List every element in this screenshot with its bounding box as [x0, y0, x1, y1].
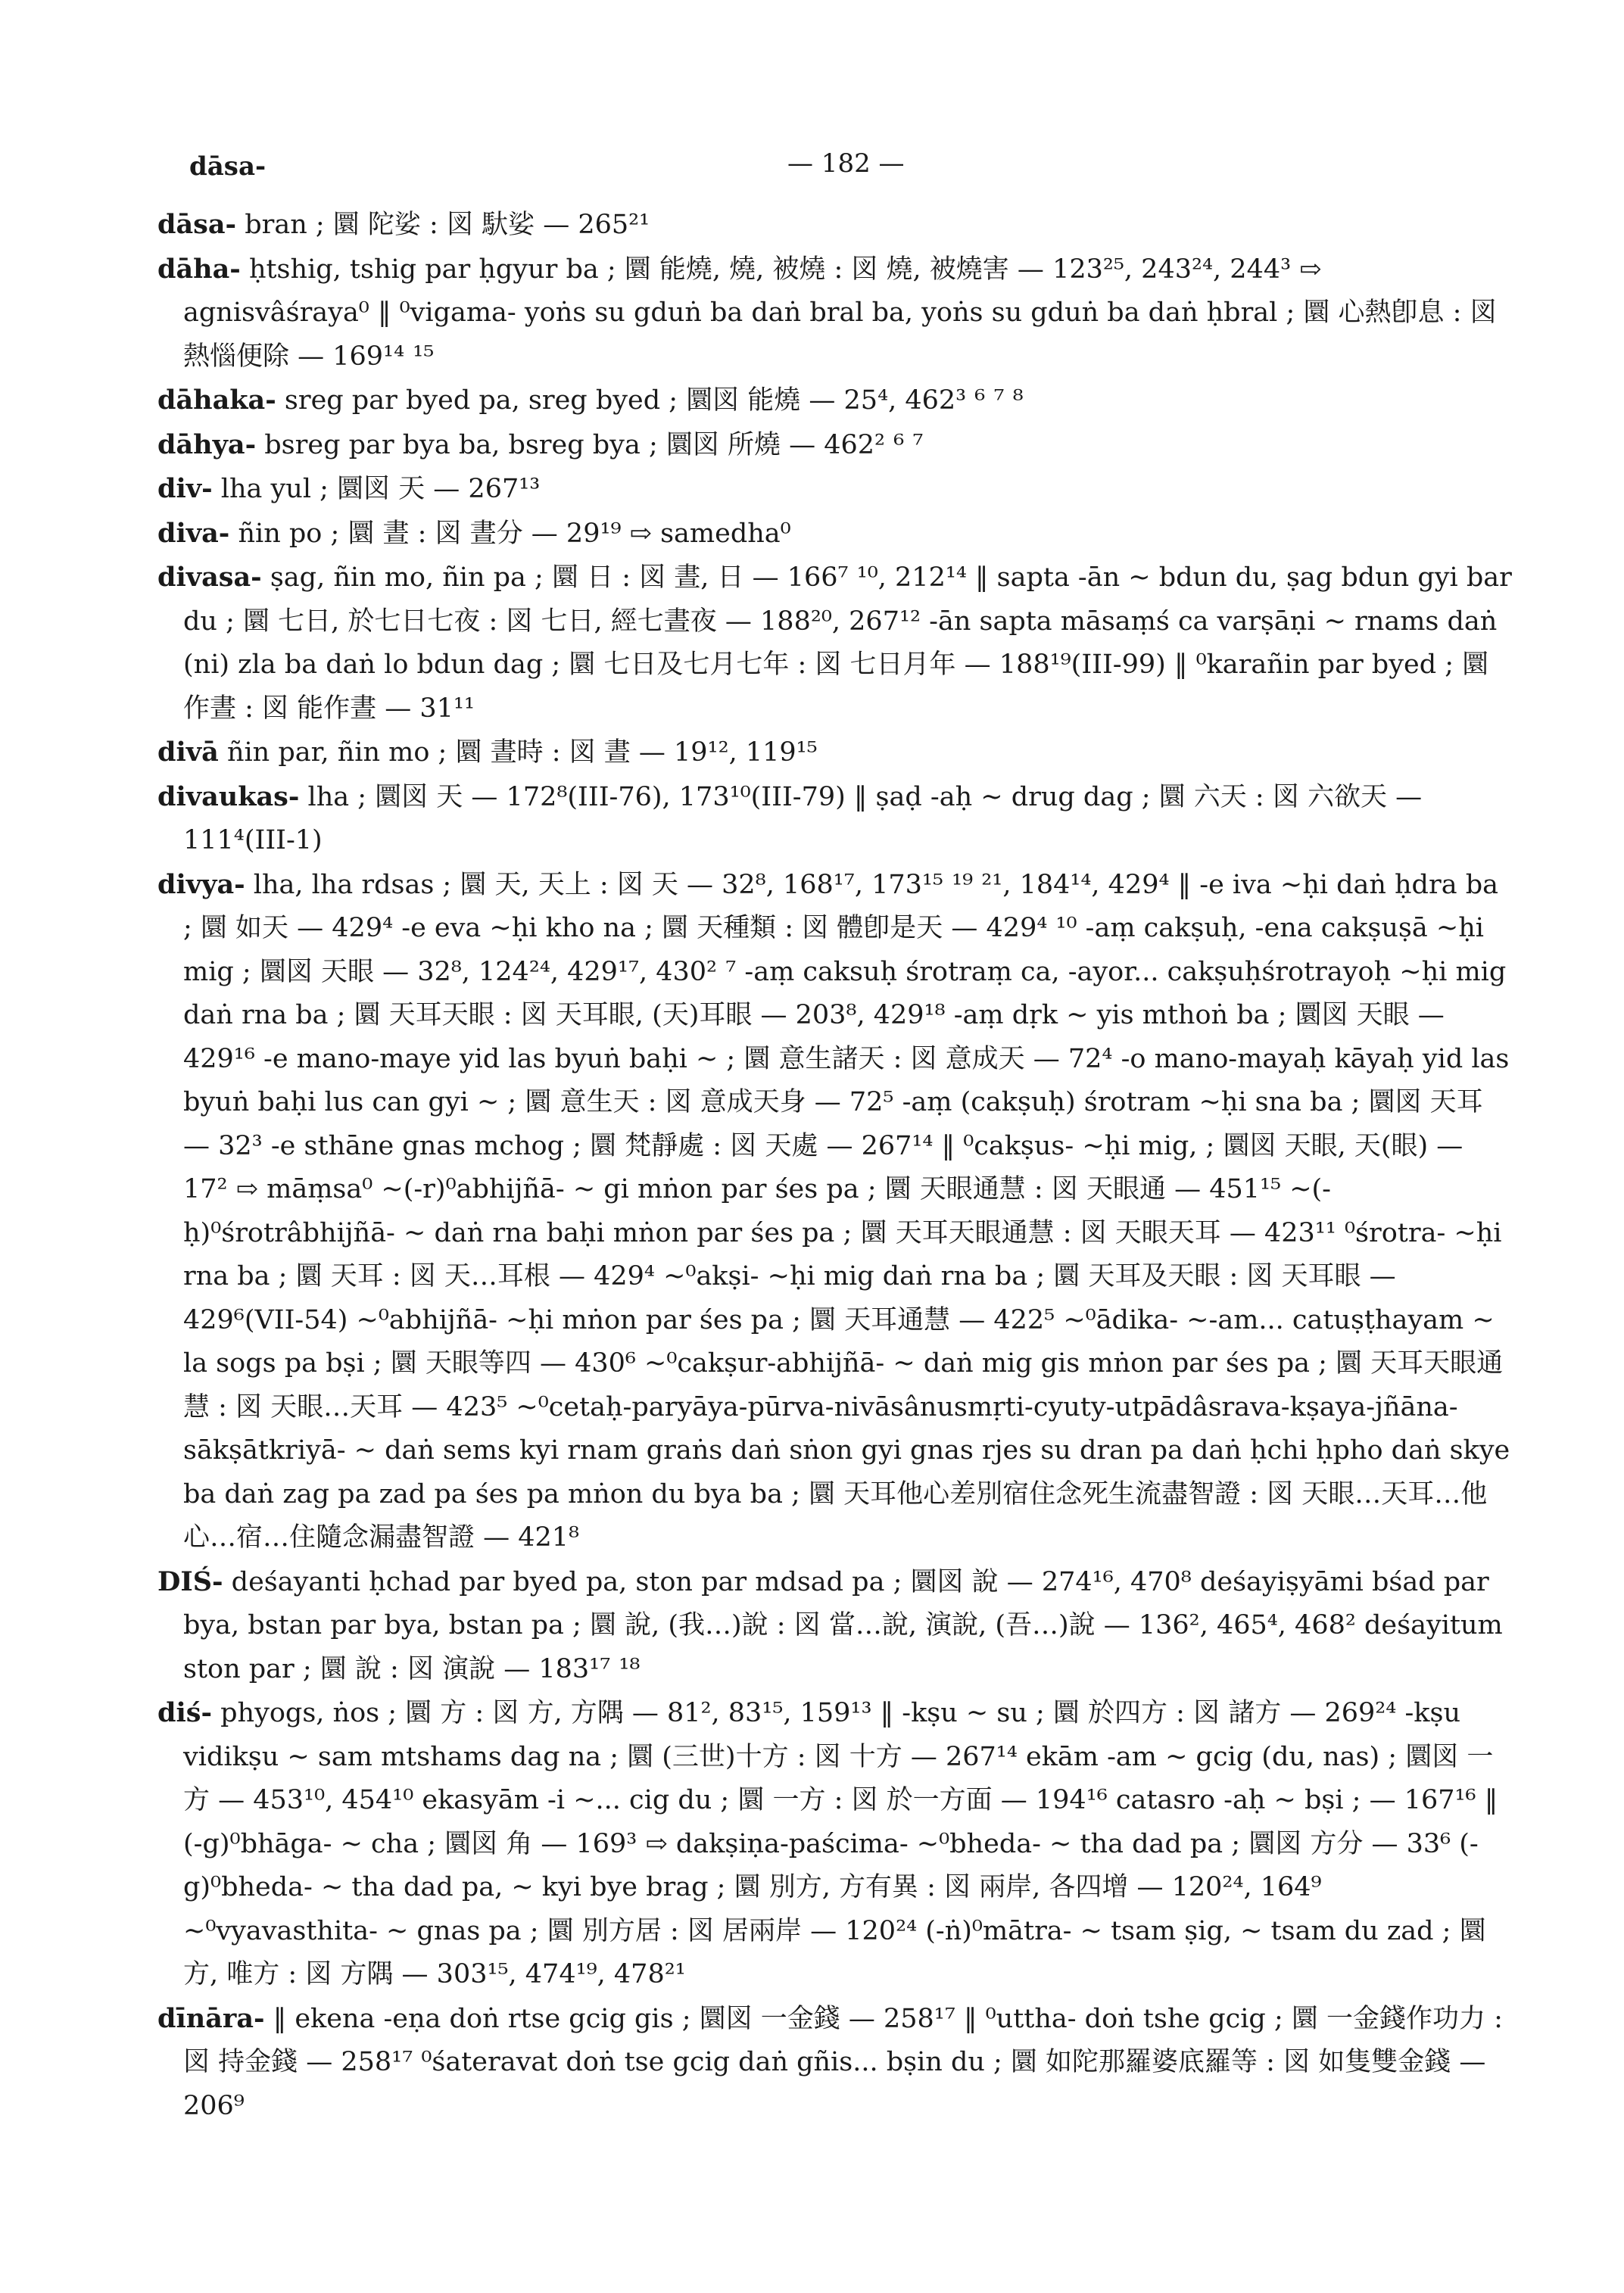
entry-text: ṣag, ñin mo, ñin pa ; 圜 日 : 図 晝, 日 — 166⁷ ¹⁰, 212¹⁴ ‖ sapta -ān ~ bdun du, ṣag bdun gyi bar du ; 圜 七日, 於七日七夜 : 図 七日, 經七晝夜 — 188²⁰, 267¹² -ān sapta māsaṃś ca varṣāṇi ~ rnams daṅ (ni) zla ba daṅ lo bdun dag ; 圜 七日及七月七年 : 図 七日月年 — 188¹⁹(III-99) ‖ ⁰karañin par byed ; 圜 作晝 : 図 能作晝 — 31¹¹	[183, 562, 1512, 724]
entry-text: lha ; 圜図 天 — 172⁸(III-76), 173¹⁰(III-79) ‖ ṣaḍ -aḥ ~ drug dag ; 圜 六天 : 図 六欲天 — 111⁴(III-1)	[183, 781, 1423, 855]
entry-text: ‖ ekena -eṇa doṅ rtse gcig gis ; 圜図 一金錢 — 258¹⁷ ‖ ⁰uttha- doṅ tshe gcig ; 圜 一金錢作功力 : 図 持金錢 — 258¹⁷ ⁰śateravat doṅ tse gcig daṅ gñis... bṣin du ; 圜 如陀那羅婆底羅等 : 図 如隻雙金錢 — 206⁹	[183, 2003, 1503, 2121]
entry-text: sreg par byed pa, sreg byed ; 圜図 能燒 — 25⁴, 462³ ⁶ ⁷ ⁸	[284, 385, 1024, 416]
entry-headword: DIŚ-	[157, 1566, 223, 1597]
entry-headword: dāhaka-	[157, 385, 276, 416]
entry-headword: divaukas-	[157, 780, 300, 812]
entry-headword: divya-	[157, 868, 245, 900]
entry-headword: dāsa-	[157, 209, 237, 240]
entry-headword: diva-	[157, 517, 230, 549]
entry-text: lha, lha rdsas ; 圜 天, 天上 : 図 天 — 32⁸, 168¹⁷, 173¹⁵ ¹⁹ ²¹, 184¹⁴, 429⁴ ‖ -e iva ~ḥi daṅ ḥdra ba ; 圜 如天 — 429⁴ -e eva ~ḥi kho na ; 圜 天種類 : 図 體卽是天 — 429⁴ ¹⁰ -aṃ cakṣuḥ, -ena cakṣuṣā ~ḥi mig ; 圜図 天眼 — 32⁸, 124²⁴, 429¹⁷, 430² ⁷ -aṃ caksuḥ śrotraṃ ca, -ayor... cakṣuḥśrotrayoḥ ~ḥi mig daṅ rna ba ; 圜 天耳天眼 : 図 天耳眼, (天)耳眼 — 203⁸, 429¹⁸ -aṃ dṛk ~ yis mthoṅ ba ; 圜図 天眼 — 429¹⁶ -e mano-maye yid las byuṅ baḥi ~ ; 圜 意生諸天 : 図 意成天 — 72⁴ -o mano-mayaḥ kāyaḥ yid las byuṅ baḥi lus can gyi ~ ; 圜 意生天 : 図 意成天身 — 72⁵ -aṃ (cakṣuḥ) śrotram ~ḥi sna ba ; 圜図 天耳 — 32³ -e sthāne gnas mchog ; 圜 梵靜處 : 図 天處 — 267¹⁴ ‖ ⁰cakṣus- ~ḥi mig, ; 圜図 天眼, 天(眼) — 17² ⇨ māṃsa⁰ ~(-r)⁰abhijñā- ~ gi mṅon par śes pa ; 圜 天眼通慧 : 図 天眼通 — 451¹⁵ ~(-ḥ)⁰śrotrâbhijñā- ~ daṅ rna baḥi mṅon par śes pa ; 圜 天耳天眼通慧 : 図 天眼天耳 — 423¹¹ ⁰śrotra- ~ḥi rna ba ; 圜 天耳 : 図 天…耳根 — 429⁴ ~⁰akṣi- ~ḥi mig daṅ rna ba ; 圜 天耳及天眼 : 図 天耳眼 — 429⁶(VII-54) ~⁰abhijñā- ~ḥi mṅon par śes pa ; 圜 天耳通慧 — 422⁵ ~⁰ādika- ~-am... catuṣṭhayam ~ la sogs pa bṣi ; 圜 天眼等四 — 430⁶ ~⁰cakṣur-abhijñā- ~ daṅ mig gis mṅon par śes pa ; 圜 天耳天眼通慧 : 図 天眼…天耳 — 423⁵ ~⁰cetaḥ-paryāya-pūrva-nivāsânusmṛti-cyuty-utpādâsrava-kṣaya-jñāna-sākṣātkriyā- ~ daṅ sems kyi rnam graṅs daṅ sṅon gyi gnas rjes su dran pa daṅ ḥchi ḥpho daṅ skye ba daṅ zag pa zad pa śes pa mṅon du bya ba ; 圜 天耳他心差別宿住念死生流盡智證 : 図 天眼…天耳…他心…宿…住隨念漏盡智證 — 421⁸	[183, 869, 1510, 1553]
dictionary-entry	[157, 512, 1513, 556]
entry-text: bsreg par bya ba, bsreg bya ; 圜図 所燒 — 462² ⁶ ⁷	[264, 429, 924, 460]
entry-list	[157, 203, 1513, 2128]
entry-headword: dāha-	[157, 253, 241, 285]
dictionary-entry	[157, 248, 1513, 379]
entry-headword: dāhya-	[157, 428, 257, 460]
dictionary-entry	[157, 556, 1513, 731]
running-head: dāsa-	[189, 151, 267, 182]
entry-text: deśayanti ḥchad par byed pa, ston par mdsad pa ; 圜図 說 — 274¹⁶, 470⁸ deśayiṣyāmi bśad par bya, bstan par bya, bstan pa ; 圜 說, (我…)說 : 図 當…說, 演說, (吾…)說 — 136², 465⁴, 468² deśayitum ston par ; 圜 說 : 図 演說 — 183¹⁷ ¹⁸	[183, 1566, 1503, 1684]
entry-headword: divā	[157, 737, 219, 768]
entry-text: phyogs, ṅos ; 圜 方 : 図 方, 方隅 — 81², 83¹⁵, 159¹³ ‖ -kṣu ~ su ; 圜 於四方 : 図 諸方 — 269²⁴ -kṣu vidikṣu ~ sam mtshams dag na ; 圜 (三世)十方 : 図 十方 — 267¹⁴ ekām -am ~ gcig (du, nas) ; 圜図 一方 — 453¹⁰, 454¹⁰ ekasyām -i ~... cig du ; 圜 一方 : 図 於一方面 — 194¹⁶ catasro -aḥ ~ bṣi ; — 167¹⁶ ‖ (-g)⁰bhāga- ~ cha ; 圜図 角 — 169³ ⇨ dakṣiṇa-paścima- ~⁰bheda- ~ tha dad pa ; 圜図 方分 — 33⁶ (-g)⁰bheda- ~ tha dad pa, ~ kyi bye brag ; 圜 別方, 方有異 : 図 兩岸, 各四增 — 120²⁴, 164⁹ ~⁰vyavasthita- ~ gnas pa ; 圜 別方居 : 図 居兩岸 — 120²⁴ (-ṅ)⁰mātra- ~ tsam ṣig, ~ tsam du zad ; 圜 方, 唯方 : 図 方隅 — 303¹⁵, 474¹⁹, 478²¹	[183, 1698, 1498, 1989]
dictionary-entry	[157, 203, 1513, 248]
entry-text: ñin po ; 圜 晝 : 図 晝分 — 29¹⁹ ⇨ samedha⁰	[238, 518, 791, 549]
page-number: — 182 —	[787, 148, 905, 179]
entry-text: bran ; 圜 陀娑 : 図 馱娑 — 265²¹	[245, 210, 650, 240]
dictionary-entry	[157, 1691, 1513, 1997]
entry-text: ḥtshig, tshig par ḥgyur ba ; 圜 能燒, 燒, 被燒 : 図 燒, 被燒害 — 123²⁵, 243²⁴, 244³ ⇨ agnisvâśraya⁰ ‖ ⁰vigama- yoṅs su gduṅ ba daṅ bral ba, yoṅs su gduṅ ba daṅ ḥbral ; 圜 心熱卽息 : 図 熱惱便除 — 169¹⁴ ¹⁵	[183, 254, 1497, 372]
dictionary-entry	[157, 1997, 1513, 2129]
dictionary-entry	[157, 775, 1513, 863]
entry-headword: diś-	[157, 1697, 212, 1728]
dictionary-entry	[157, 423, 1513, 468]
entry-text: lha yul ; 圜図 天 — 267¹³	[220, 474, 541, 504]
dictionary-entry	[157, 1560, 1513, 1692]
dictionary-entry	[157, 379, 1513, 423]
entry-headword: divasa-	[157, 562, 262, 593]
entry-headword: dīnāra-	[157, 2002, 265, 2034]
dictionary-entry	[157, 467, 1513, 512]
dictionary-entry	[157, 863, 1513, 1560]
entry-text: ñin par, ñin mo ; 圜 晝時 : 図 晝 — 19¹², 119¹⁵	[226, 737, 818, 768]
dictionary-entry	[157, 731, 1513, 775]
entry-headword: div-	[157, 473, 213, 504]
